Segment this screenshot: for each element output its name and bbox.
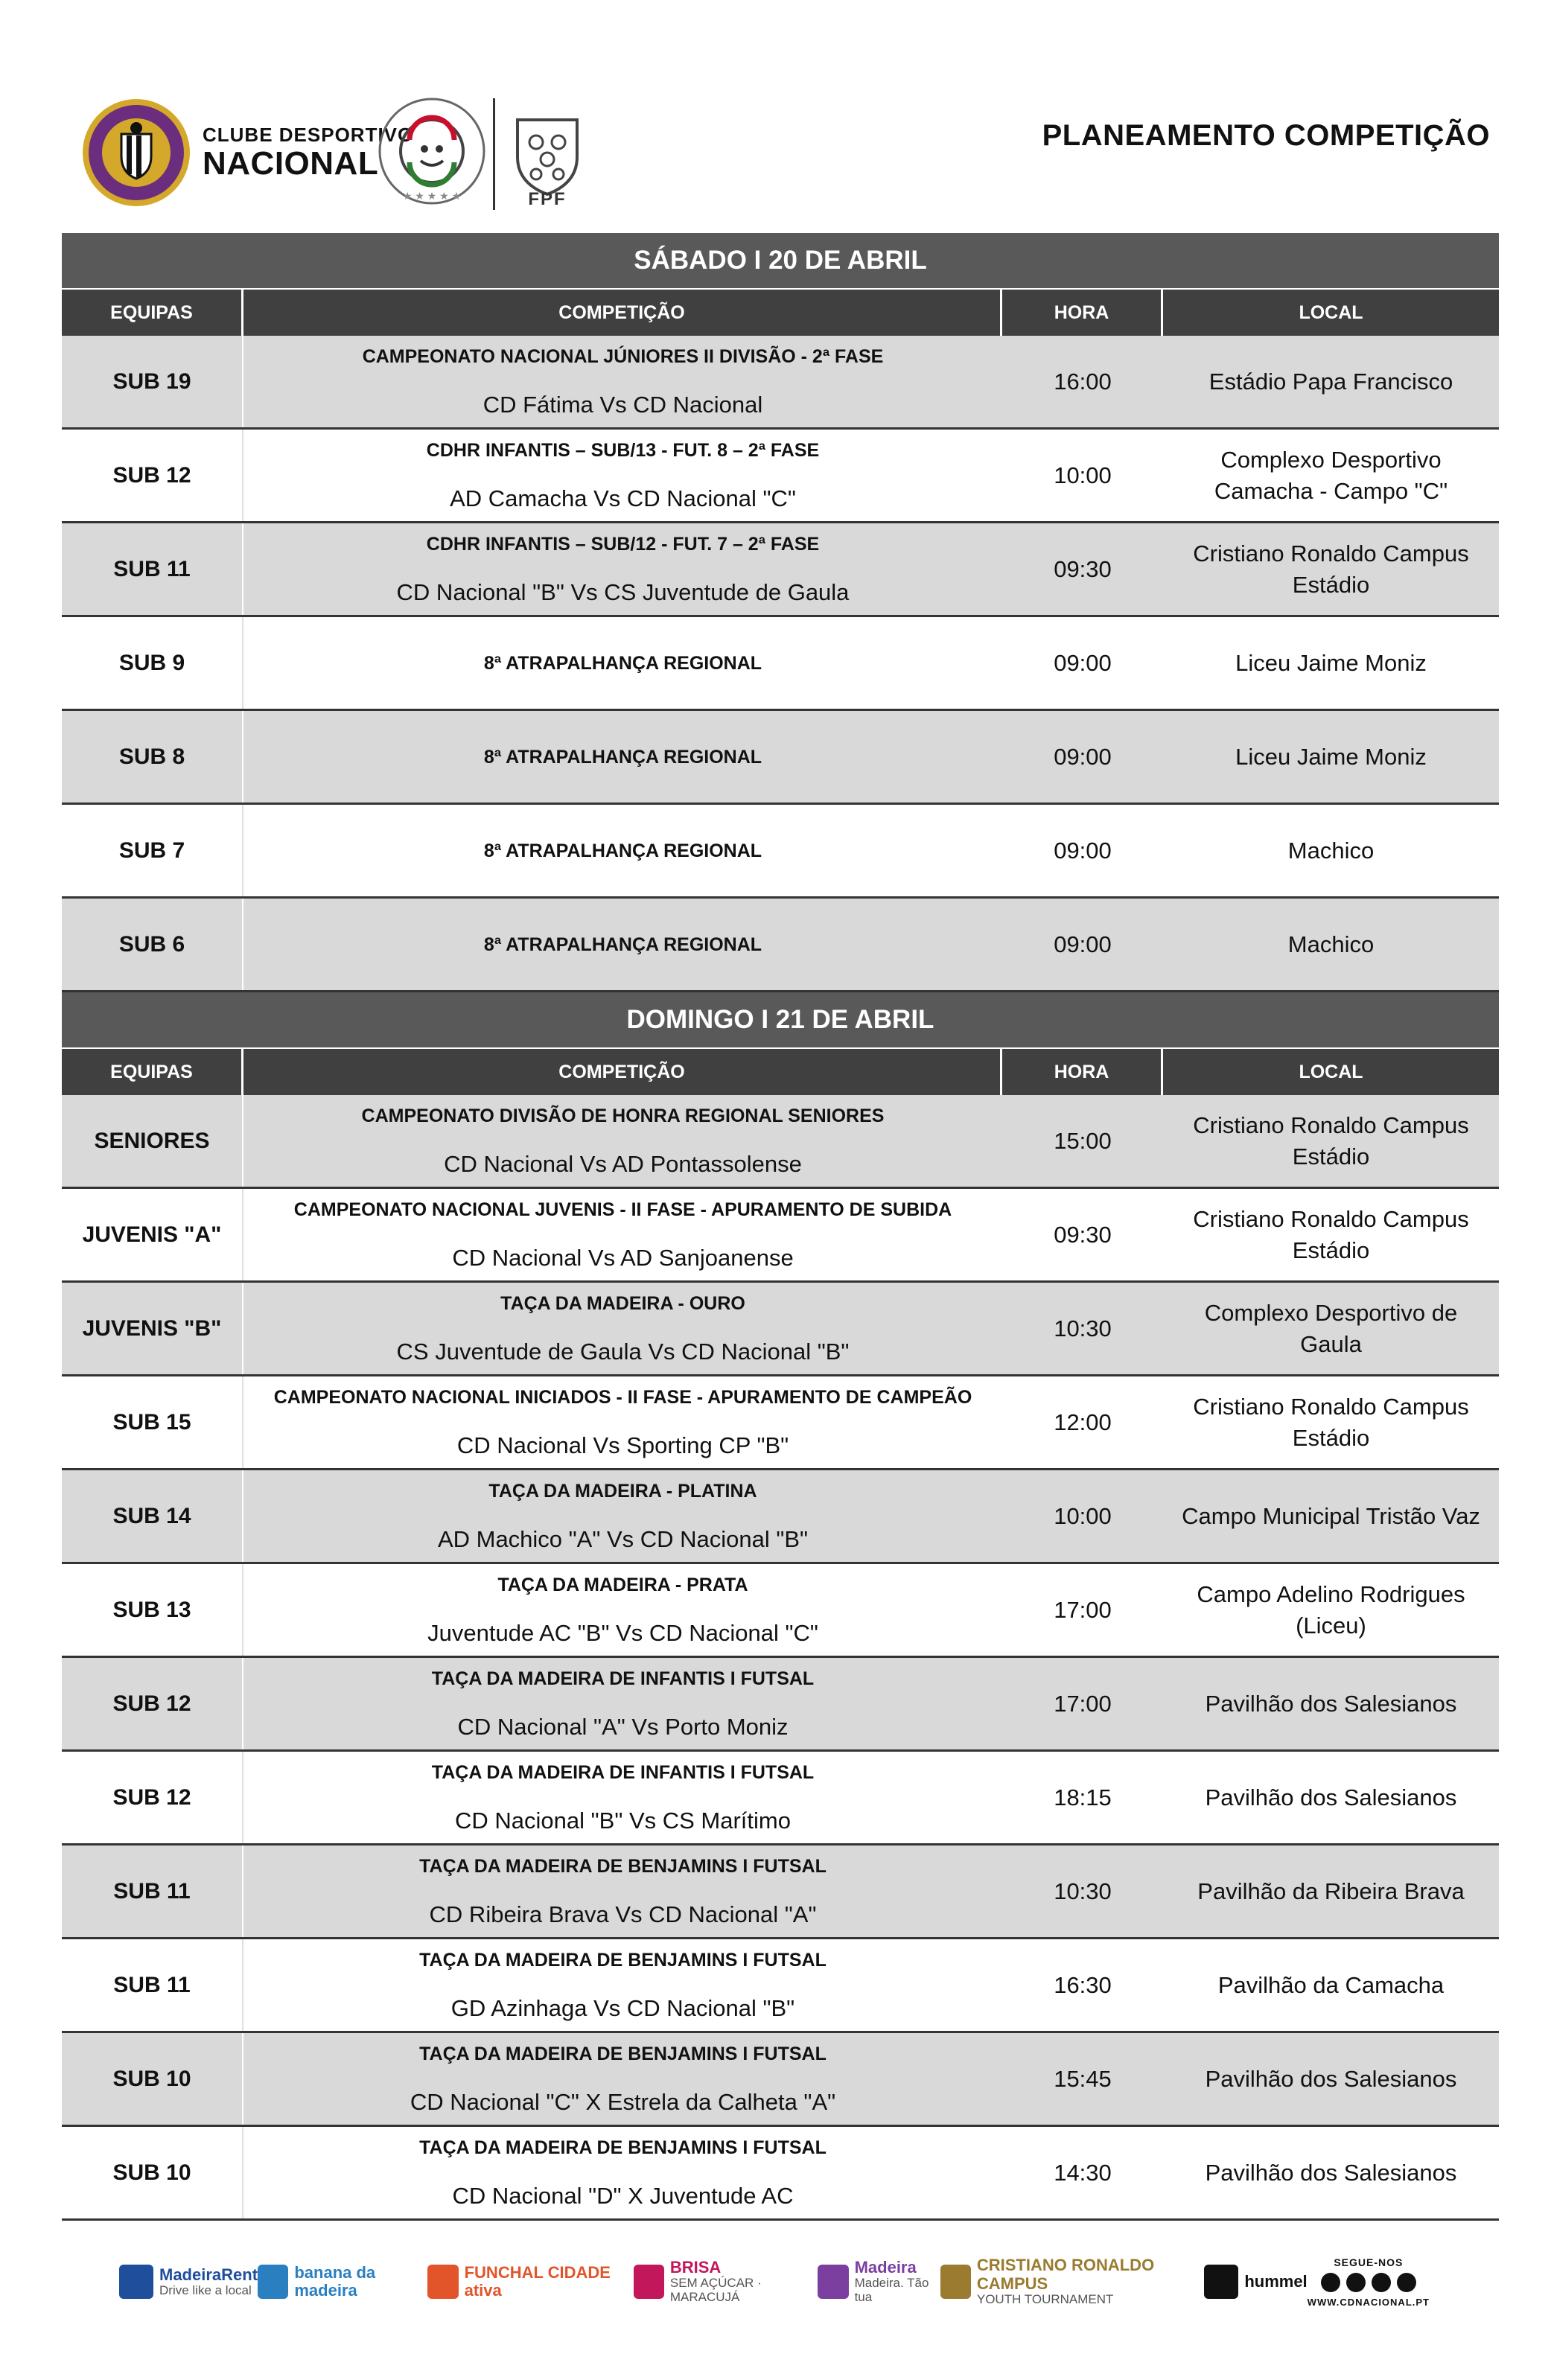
match-text: CD Nacional "A" Vs Porto Moniz <box>457 1714 789 1740</box>
team-cell: SUB 12 <box>62 1752 243 1843</box>
page-title: PLANEAMENTO COMPETIÇÃO <box>1042 119 1490 152</box>
hummel-logo <box>1204 2265 1238 2299</box>
match-text: CD Fátima Vs CD Nacional <box>483 392 763 418</box>
match-text: AD Machico "A" Vs CD Nacional "B" <box>437 1526 809 1552</box>
team-cell: SUB 19 <box>62 336 243 427</box>
local-cell: Cristiano Ronaldo Campus Estádio <box>1193 1205 1469 1263</box>
column-header-team: EQUIPAS <box>62 290 243 336</box>
match-text: CD Nacional "C" X Estrela da Calheta "A" <box>410 2089 836 2115</box>
team-cell: SUB 8 <box>62 711 243 803</box>
competition-cell <box>243 2033 1002 2125</box>
local-cell: Pavilhão dos Salesianos <box>1205 2065 1457 2092</box>
competition-cell <box>243 2127 1002 2218</box>
time-cell: 09:00 <box>1054 931 1112 957</box>
local-cell: Pavilhão da Ribeira Brava <box>1197 1877 1465 1904</box>
competition-title: TAÇA DA MADEIRA DE BENJAMINS I FUTSAL <box>419 1950 827 1971</box>
time-cell: 18:15 <box>1054 1784 1112 1810</box>
column-header-row <box>62 290 1499 336</box>
team-cell: SUB 13 <box>62 1564 243 1656</box>
twitter-icon[interactable] <box>1372 2273 1391 2292</box>
team-cell: SENIORES <box>62 1095 243 1187</box>
schedule-table <box>62 233 1499 2221</box>
match-text: CD Nacional Vs Sporting CP "B" <box>456 1432 789 1458</box>
team-cell: JUVENIS "A" <box>62 1189 243 1280</box>
competition-cell <box>243 1658 1002 1749</box>
competition-title: TAÇA DA MADEIRA - OURO <box>500 1293 745 1314</box>
table-row <box>62 1752 1499 1845</box>
competition-title: CAMPEONATO NACIONAL INICIADOS - II FASE - APURAMENTO DE CAMPEÃO <box>273 1387 972 1408</box>
local-cell: Cristiano Ronaldo Campus Estádio <box>1193 1111 1469 1170</box>
sponsor-name <box>1244 2273 1307 2291</box>
time-cell: 12:00 <box>1054 1408 1112 1435</box>
competition-title: CAMPEONATO NACIONAL JUVENIS - II FASE - APURAMENTO DE SUBIDA <box>293 1199 952 1220</box>
table-row <box>62 336 1499 430</box>
competition-title: 8ª ATRAPALHANÇA REGIONAL <box>483 653 762 674</box>
team-cell: SUB 12 <box>62 430 243 521</box>
local-cell: Campo Adelino Rodrigues (Liceu) <box>1197 1580 1465 1639</box>
match-text: CD Nacional "D" X Juventude AC <box>452 2183 794 2209</box>
competition-title: TAÇA DA MADEIRA DE BENJAMINS I FUTSAL <box>419 2137 827 2158</box>
sponsor-name <box>977 2256 1204 2306</box>
club-name-line1: CLUBE DESPORTIVO <box>203 124 414 146</box>
table-row <box>62 805 1499 899</box>
competition-title: CAMPEONATO DIVISÃO DE HONRA REGIONAL SENIORES <box>361 1106 885 1126</box>
time-cell: 09:00 <box>1054 743 1112 770</box>
local-cell: Campo Municipal Tristão Vaz <box>1182 1502 1480 1529</box>
competition-title: TAÇA DA MADEIRA DE BENJAMINS I FUTSAL <box>419 2044 827 2064</box>
time-cell: 16:00 <box>1054 368 1112 395</box>
competition-title: CAMPEONATO NACIONAL JÚNIORES II DIVISÃO - 2ª FASE <box>362 346 884 367</box>
social-label: SEGUE-NOS <box>1334 2256 1404 2268</box>
sponsor-logo <box>818 2259 940 2305</box>
madeirarent-logo <box>119 2265 153 2299</box>
club-crest-icon <box>80 97 192 208</box>
competition-title: TAÇA DA MADEIRA DE BENJAMINS I FUTSAL <box>419 1856 827 1877</box>
team-cell: SUB 6 <box>62 899 243 990</box>
time-cell: 14:30 <box>1054 2159 1112 2186</box>
competition-title: TAÇA DA MADEIRA - PRATA <box>497 1575 748 1595</box>
social-icons <box>1321 2273 1416 2292</box>
competition-cell <box>243 1189 1002 1280</box>
table-row <box>62 2033 1499 2127</box>
sponsor-logo <box>119 2265 258 2299</box>
match-text: Juventude AC "B" Vs CD Nacional "C" <box>427 1620 818 1646</box>
funchal-logo <box>427 2265 458 2299</box>
team-cell: SUB 9 <box>62 617 243 709</box>
local-cell: Machico <box>1287 931 1375 957</box>
madeira-logo <box>818 2265 848 2299</box>
competition-cell <box>243 1283 1002 1374</box>
day-header: SÁBADO I 20 DE ABRIL <box>62 233 1499 290</box>
time-cell: 10:30 <box>1054 1315 1112 1341</box>
time-cell: 09:30 <box>1054 555 1112 582</box>
sponsor-name-text: FUNCHAL CIDADE ativa <box>464 2262 611 2300</box>
team-cell: SUB 10 <box>62 2127 243 2218</box>
table-row <box>62 899 1499 992</box>
local-cell: Pavilhão dos Salesianos <box>1205 1690 1457 1717</box>
local-cell: Complexo Desportivo Camacha - Campo "C" <box>1214 446 1448 504</box>
local-cell: Liceu Jaime Moniz <box>1235 649 1427 676</box>
day-header: DOMINGO I 21 DE ABRIL <box>62 992 1499 1049</box>
team-cell: SUB 11 <box>62 1939 243 2031</box>
sponsor-tagline: Madeira. Tão tua <box>854 2276 929 2305</box>
local-cell: Pavilhão dos Salesianos <box>1205 2159 1457 2186</box>
time-cell: 17:00 <box>1054 1690 1112 1717</box>
competition-cell <box>243 1095 1002 1187</box>
column-header-local: LOCAL <box>1299 302 1363 323</box>
sponsor-tagline: Drive like a local <box>159 2282 252 2297</box>
column-header-time: HORA <box>1002 290 1163 336</box>
match-text: CD Nacional Vs AD Pontassolense <box>444 1151 802 1177</box>
team-cell: SUB 7 <box>62 805 243 896</box>
table-row <box>62 1189 1499 1283</box>
match-text: CD Nacional "B" Vs CS Juventude de Gaula <box>396 579 850 605</box>
sponsor-logo <box>427 2264 633 2300</box>
team-cell: SUB 10 <box>62 2033 243 2125</box>
time-cell: 09:30 <box>1054 1221 1112 1248</box>
sponsor-name-text: BRISA <box>669 2258 722 2277</box>
table-row <box>62 1845 1499 1939</box>
time-cell: 15:45 <box>1054 2065 1112 2092</box>
sponsor-bar <box>119 2241 1430 2323</box>
local-cell: Cristiano Ronaldo Campus Estádio <box>1193 540 1469 598</box>
certification-seal-icon <box>376 95 488 207</box>
time-cell: 16:30 <box>1054 1971 1112 1998</box>
table-row <box>62 1470 1499 1564</box>
table-row <box>62 1564 1499 1658</box>
sponsor-logo <box>1204 2265 1307 2299</box>
sponsor-name <box>855 2259 940 2305</box>
team-cell: SUB 14 <box>62 1470 243 1562</box>
banana-logo <box>258 2265 288 2299</box>
sponsor-name-text: MadeiraRent <box>159 2265 258 2284</box>
competition-title: 8ª ATRAPALHANÇA REGIONAL <box>483 840 762 861</box>
local-cell: Liceu Jaime Moniz <box>1235 743 1427 770</box>
time-cell: 09:00 <box>1054 837 1112 864</box>
local-cell: Pavilhão dos Salesianos <box>1205 1784 1457 1810</box>
competition-title: CDHR INFANTIS – SUB/12 - FUT. 7 – 2ª FASE <box>426 534 820 555</box>
time-cell: 10:30 <box>1054 1877 1112 1904</box>
team-cell: JUVENIS "B" <box>62 1283 243 1374</box>
header-divider <box>493 98 495 210</box>
sponsor-name <box>159 2266 258 2298</box>
sponsor-name-text: CRISTIANO RONALDO CAMPUS <box>976 2256 1155 2293</box>
local-cell: Complexo Desportivo de Gaula <box>1204 1299 1458 1357</box>
competition-cell <box>243 1564 1002 1656</box>
competition-cell <box>243 617 1002 709</box>
table-row <box>62 1376 1499 1470</box>
sponsor-name-text: banana da madeira <box>294 2262 376 2300</box>
team-cell: SUB 11 <box>62 1845 243 1937</box>
table-row <box>62 1939 1499 2033</box>
match-text: CS Juventude de Gaula Vs CD Nacional "B" <box>396 1339 850 1365</box>
club-name-line2: NACIONAL <box>203 145 379 182</box>
team-cell: SUB 15 <box>62 1376 243 1468</box>
facebook-icon[interactable] <box>1321 2273 1340 2292</box>
competition-title: CDHR INFANTIS – SUB/13 - FUT. 8 – 2ª FASE <box>426 440 820 461</box>
social-links <box>1308 2256 1430 2308</box>
competition-cell <box>243 336 1002 427</box>
team-cell: SUB 11 <box>62 523 243 615</box>
match-text: CD Nacional "B" Vs CS Marítimo <box>455 1808 791 1834</box>
table-row <box>62 617 1499 711</box>
column-header-team: EQUIPAS <box>62 1049 243 1095</box>
competition-cell <box>243 430 1002 521</box>
competition-cell <box>243 1470 1002 1562</box>
time-cell: 10:00 <box>1054 1502 1112 1529</box>
competition-cell <box>243 1845 1002 1937</box>
sponsor-name <box>670 2259 818 2305</box>
sponsor-name <box>294 2264 427 2300</box>
svg-text:★ ★ ★ ★ ★: ★ ★ ★ ★ ★ <box>402 190 462 202</box>
time-cell: 15:00 <box>1054 1127 1112 1154</box>
table-row <box>62 1283 1499 1376</box>
instagram-icon[interactable] <box>1346 2273 1366 2292</box>
competition-title: 8ª ATRAPALHANÇA REGIONAL <box>483 747 762 768</box>
brisa-logo <box>634 2265 664 2299</box>
competition-cell <box>243 899 1002 990</box>
sponsor-tagline: SEM AÇÚCAR · MARACUJÁ <box>669 2276 762 2305</box>
sponsor-logo <box>940 2256 1205 2306</box>
competition-cell <box>243 1752 1002 1843</box>
table-row <box>62 1095 1499 1189</box>
sponsor-logo <box>634 2259 818 2305</box>
match-text: AD Camacha Vs CD Nacional "C" <box>450 485 796 511</box>
sponsor-tagline: YOUTH TOURNAMENT <box>976 2291 1114 2306</box>
table-row <box>62 1658 1499 1752</box>
website-url[interactable]: WWW.CDNACIONAL.PT <box>1307 2296 1430 2308</box>
fpf-label: FPF <box>528 189 567 209</box>
match-text: CD Ribeira Brava Vs CD Nacional "A" <box>429 1901 817 1927</box>
match-text: GD Azinhaga Vs CD Nacional "B" <box>450 1995 795 2021</box>
youtube-icon[interactable] <box>1397 2273 1416 2292</box>
local-cell: Machico <box>1287 837 1375 864</box>
table-row <box>62 430 1499 523</box>
competition-title: TAÇA DA MADEIRA DE INFANTIS I FUTSAL <box>431 1762 815 1783</box>
table-row <box>62 523 1499 617</box>
time-cell: 09:00 <box>1054 649 1112 676</box>
cr-campus-logo <box>940 2265 971 2299</box>
competition-cell <box>243 523 1002 615</box>
competition-cell <box>243 1939 1002 2031</box>
local-cell: Estádio Papa Francisco <box>1208 368 1453 395</box>
competition-cell <box>243 805 1002 896</box>
sponsor-name-text: Madeira <box>854 2258 917 2277</box>
sponsor-logo <box>258 2264 427 2300</box>
column-header-competition: COMPETIÇÃO <box>243 290 1002 336</box>
time-cell: 17:00 <box>1054 1596 1112 1623</box>
column-header-competition: COMPETIÇÃO <box>243 1049 1002 1095</box>
time-cell: 10:00 <box>1054 462 1112 488</box>
table-row <box>62 2127 1499 2221</box>
match-text: CD Nacional Vs AD Sanjoanense <box>452 1245 794 1271</box>
competition-title: TAÇA DA MADEIRA - PLATINA <box>488 1481 757 1502</box>
sponsor-name-text: hummel <box>1244 2271 1308 2291</box>
column-header-local: LOCAL <box>1299 1061 1363 1082</box>
column-header-row <box>62 1049 1499 1095</box>
competition-cell <box>243 711 1002 803</box>
competition-cell <box>243 1376 1002 1468</box>
local-cell: Pavilhão da Camacha <box>1217 1971 1445 1998</box>
local-cell: Cristiano Ronaldo Campus Estádio <box>1193 1393 1469 1451</box>
page-header <box>0 0 1551 223</box>
sponsor-name <box>465 2264 634 2300</box>
column-header-time: HORA <box>1002 1049 1163 1095</box>
competition-title: 8ª ATRAPALHANÇA REGIONAL <box>483 934 762 955</box>
competition-title: TAÇA DA MADEIRA DE INFANTIS I FUTSAL <box>431 1668 815 1689</box>
team-cell: SUB 12 <box>62 1658 243 1749</box>
table-row <box>62 711 1499 805</box>
